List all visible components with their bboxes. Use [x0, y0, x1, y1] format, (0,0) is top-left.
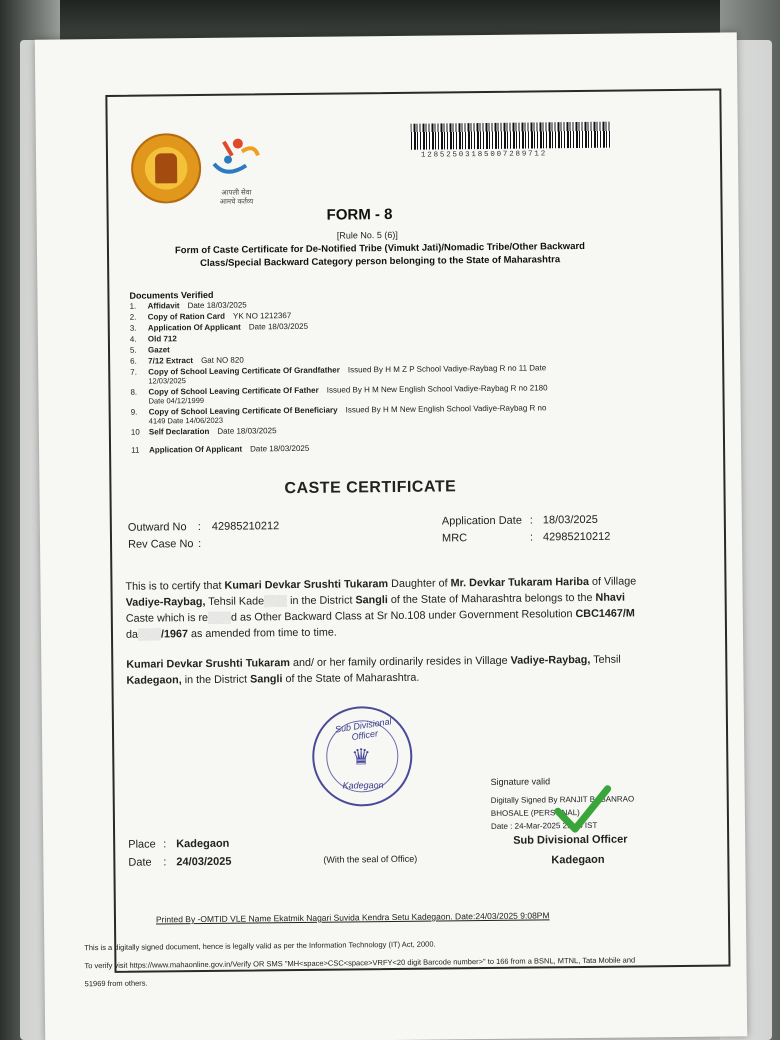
application-date-value: 18/03/2025: [542, 513, 598, 527]
mrc-colon: :: [529, 531, 534, 544]
mrc-value: 42985210212: [542, 530, 611, 544]
rev-case-label: Rev Case No: [127, 538, 194, 551]
document-item: [131, 444, 309, 455]
printed-by: Printed By -OMTID VLE Name Ekatmik Nagari Suvida Kendra Setu Kadegaon. Date:24/03/2025 9:08PM: [155, 910, 550, 925]
rule-number: [Rule No. 5 (6)]: [336, 229, 398, 241]
seal-note: (With the seal of Office): [323, 853, 418, 865]
document-detail-2: 4149 Date 14/06/2023: [148, 415, 224, 426]
document-name: Old 712: [147, 334, 177, 344]
document-number: 7.: [130, 367, 137, 377]
document-name: Copy of School Leaving Certificate Of Grandfather: [148, 365, 340, 377]
certificate-paragraph-1: This is to certify that Kumari Devkar Srushti Tukaram Daughter of Mr. Devkar Tukaram Hariba of Village Vadiye-Raybag, Tehsil Kade▒▒▒ in the District Sangli of the State of Maharashtra belongs to the Nhavi Caste which is re▒▒▒d as Other Backward Class at Sr No.108 under Government Resolution CBC1467/M da▒▒▒/1967 as amended from time to time.: [125, 575, 637, 641]
document-detail: YK NO 1212367: [232, 311, 292, 321]
document-detail: Date 18/03/2025: [248, 321, 309, 332]
document-item: [130, 322, 308, 333]
document-detail-2: 12/03/2025: [148, 376, 186, 386]
document-name: 7/12 Extract: [148, 356, 194, 366]
outward-colon: :: [197, 520, 201, 534]
document-detail-2: Date 04/12/1999: [148, 395, 205, 406]
document-name: Affidavit: [147, 301, 180, 311]
document-name: Gazet: [147, 345, 170, 355]
document-number: 10: [130, 427, 140, 437]
barcode: [411, 122, 611, 150]
document-item: [130, 356, 244, 366]
document-name: Application Of Applicant: [147, 322, 241, 333]
document-number: 5.: [129, 345, 137, 355]
certificate-title: CASTE CERTIFICATE: [284, 478, 457, 498]
document-number: 11: [131, 445, 140, 455]
document-detail: Issued By H M New English School Vadiye-Raybag R no 2180: [326, 383, 548, 395]
form-subtitle: Form of Caste Certificate for De-Notified Tribe (Vimukt Jati)/Nomadic Tribe/Other Backward Class/Special Backward Category person belonging to the State of Maharashtra: [174, 240, 586, 269]
application-date-colon: :: [529, 514, 533, 527]
aaple-sarkar-logo-icon: [206, 133, 267, 204]
document-number: 6.: [130, 356, 137, 366]
document-detail: Issued By H M New English School Vadiye-Raybag R no: [345, 403, 547, 415]
place-colon: :: [163, 838, 167, 851]
place-label: Place: [128, 838, 156, 851]
document-name: Copy of School Leaving Certificate Of Father: [148, 385, 319, 397]
signer-name: BHOSALE (PERSONAL): [490, 808, 580, 818]
officer-place: Kadegaon: [551, 853, 605, 867]
document-detail: Date 18/03/2025: [217, 426, 277, 436]
form-title: FORM - 8: [326, 205, 393, 224]
document-item: [131, 426, 277, 437]
rev-case-colon: :: [197, 537, 202, 551]
maharashtra-emblem-icon: [131, 133, 202, 204]
document-detail: Date 18/03/2025: [250, 443, 310, 454]
date-colon: :: [163, 856, 167, 869]
signature-date: Date : 24-Mar-2025 21:44 IST: [490, 820, 598, 831]
outward-label: Outward No: [127, 521, 187, 534]
document-name: Application Of Applicant: [149, 444, 243, 455]
checkmark-icon: [553, 779, 614, 840]
seal-text-top: Sub Divisional Officer: [334, 716, 393, 743]
seal-text-bottom: Kadegaon: [342, 780, 384, 791]
document-item: [130, 334, 185, 344]
legal-note-1: This is a digitally signed document, hence is legally valid as per the Information Technology (IT) Act, 2000.: [84, 939, 436, 953]
document-item: [130, 345, 178, 355]
barcode-number: 12852503185007289712: [420, 150, 548, 160]
document-detail: Gat NO 820: [201, 355, 244, 365]
outward-value: 42985210212: [211, 520, 280, 533]
certificate-paper: [35, 32, 747, 1040]
documents-heading: Documents Verified: [129, 289, 214, 301]
place-value: Kadegaon: [176, 837, 230, 851]
document-name: Copy of School Leaving Certificate Of Beneficiary: [148, 405, 338, 417]
officer-title: Sub Divisional Officer: [513, 833, 628, 847]
document-name: Copy of Ration Card: [147, 311, 226, 322]
date-label: Date: [128, 856, 152, 869]
document-number: 3.: [129, 323, 137, 333]
document-name: Self Declaration: [148, 426, 210, 437]
document-detail: Issued By H M Z P School Vadiye-Raybag R no 11 Date: [347, 363, 547, 375]
mrc-label: MRC: [441, 532, 468, 545]
document-item: [130, 300, 247, 310]
ashoka-emblem-icon: ♛: [351, 744, 372, 770]
document-detail: Date 18/03/2025: [187, 300, 247, 311]
document-number: 2.: [129, 312, 137, 322]
signed-by: Digitally Signed By RANJIT BABANRAO: [490, 794, 635, 805]
legal-note-3: 51969 from others.: [84, 978, 148, 989]
application-date-label: Application Date: [441, 514, 522, 528]
document-number: 4.: [129, 334, 137, 344]
logo-text-2: आमचे कर्तव्य: [219, 198, 254, 206]
document-number: 9.: [130, 407, 138, 417]
logo-text-1: आपली सेवा: [221, 189, 252, 197]
document-number: 1.: [129, 301, 137, 311]
document-item: [130, 311, 292, 322]
date-value: 24/03/2025: [176, 855, 232, 869]
signature-valid: Signature valid: [490, 776, 551, 787]
office-seal: [312, 706, 413, 807]
document-number: 8.: [130, 387, 138, 397]
legal-note-2: To verify visit https://www.mahaonline.gov.in/Verify OR SMS "MH<space>CSC<space>VRFY<20 digit Barcode number>" to 166 from a BSNL, MTNL, Tata Mobile and: [84, 955, 636, 971]
certificate-paragraph-2: Kumari Devkar Srushti Tukaram and/ or her family ordinarily resides in Village Vadiye-Raybag, Tehsil Kadegaon, in the District Sangli of the State of Maharashtra.: [126, 653, 621, 687]
